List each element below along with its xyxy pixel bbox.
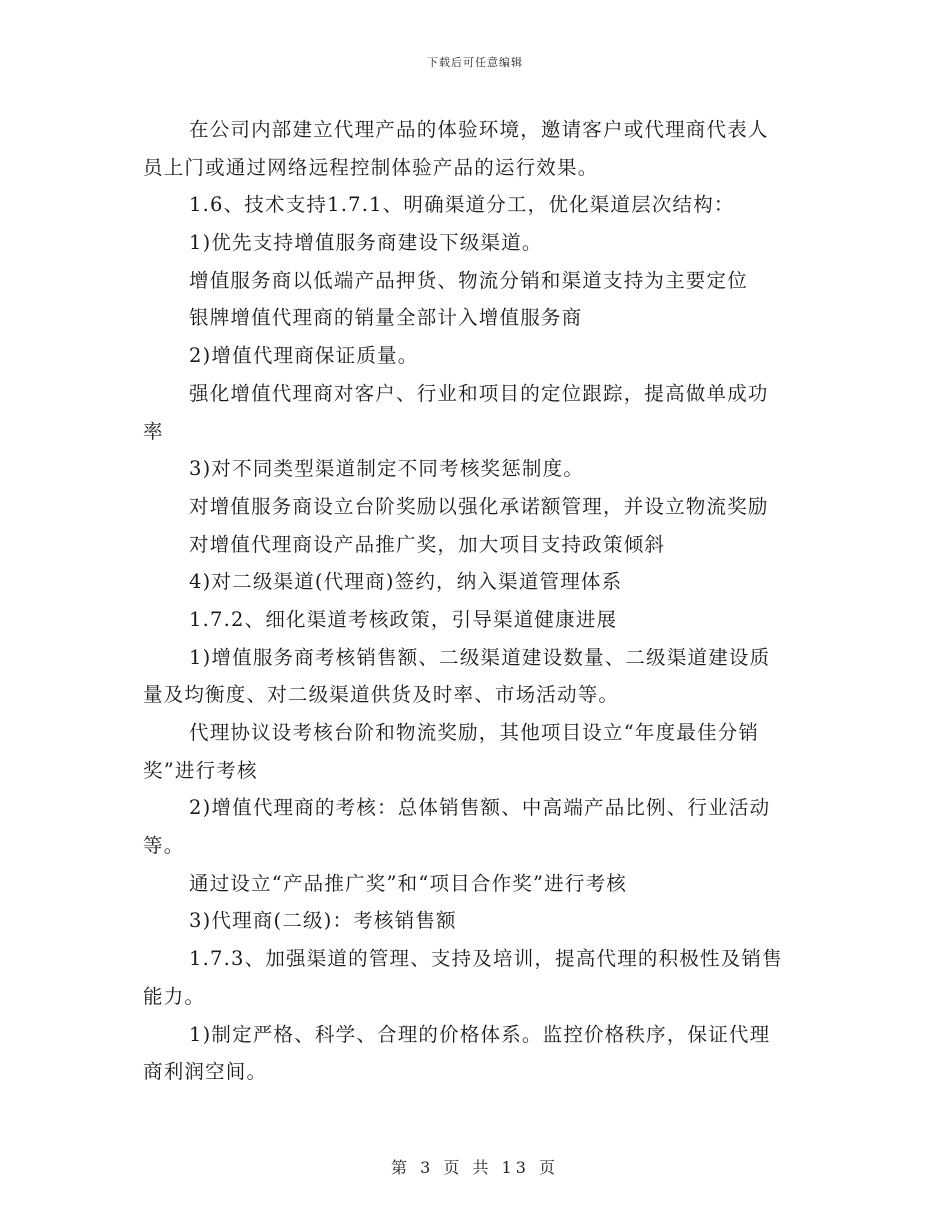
page-header: 下载后可任意编辑 [427,56,523,69]
text-line: 商利润空间。 [143,1060,268,1084]
text-line: 1)制定严格、科学、合理的价格体系。监控价格秩序，保证代理 [189,1022,771,1046]
text-line: 员上门或通过网络远程控制体验产品的运行效果。 [143,155,599,179]
text-line: 2)增值代理商保证质量。 [189,344,419,368]
text-line: 1)优先支持增值服务商建设下级渠道。 [189,231,543,255]
text-line: 3)代理商(二级)：考核销售额 [189,909,457,933]
text-line: 等。 [143,834,185,858]
text-line: 1.7.3、加强渠道的管理、支持及培训，提高代理的积极性及销售 [189,947,783,971]
text-line: 4)对二级渠道(代理商)签约，纳入渠道管理体系 [189,570,623,594]
text-line: 率 [143,419,164,443]
text-line: 银牌增值代理商的销量全部计入增值服务商 [189,306,583,330]
page-number: 第 3 页 共 13 页 [391,1158,559,1177]
text-line: 2)增值代理商的考核：总体销售额、中高端产品比例、行业活动 [189,796,771,820]
document-body [143,111,807,1091]
text-line: 1)增值服务商考核销售额、二级渠道建设数量、二级渠道建设质 [189,645,771,669]
text-line: 1.7.2、细化渠道考核政策，引导渠道健康进展 [189,607,618,631]
text-line: 奖”进行考核 [143,758,258,782]
text-line: 1.6、技术支持1.7.1、明确渠道分工，优化渠道层次结构： [189,193,735,217]
text-line: 代理协议设考核台阶和物流奖励，其他项目设立“年度最佳分销 [189,721,760,744]
text-line: 通过设立“产品推广奖”和“项目合作奖”进行考核 [189,871,627,895]
text-line: 强化增值代理商对客户、行业和项目的定位跟踪，提高做单成功 [189,381,769,405]
text-line: 能力。 [143,984,206,1008]
text-line: 在公司内部建立代理产品的体验环境，邀请客户或代理商代表人 [189,118,769,141]
text-line: 增值服务商以低端产品押货、物流分销和渠道支持为主要定位 [189,268,748,292]
text-line: 对增值服务商设立台阶奖励以强化承诺额管理，并设立物流奖励 [189,494,769,518]
text-line: 量及均衡度、对二级渠道供货及时率、市场活动等。 [143,683,620,707]
text-line: 对增值代理商设产品推广奖，加大项目支持政策倾斜 [189,532,666,556]
text-line: 3)对不同类型渠道制定不同考核奖惩制度。 [189,457,585,481]
